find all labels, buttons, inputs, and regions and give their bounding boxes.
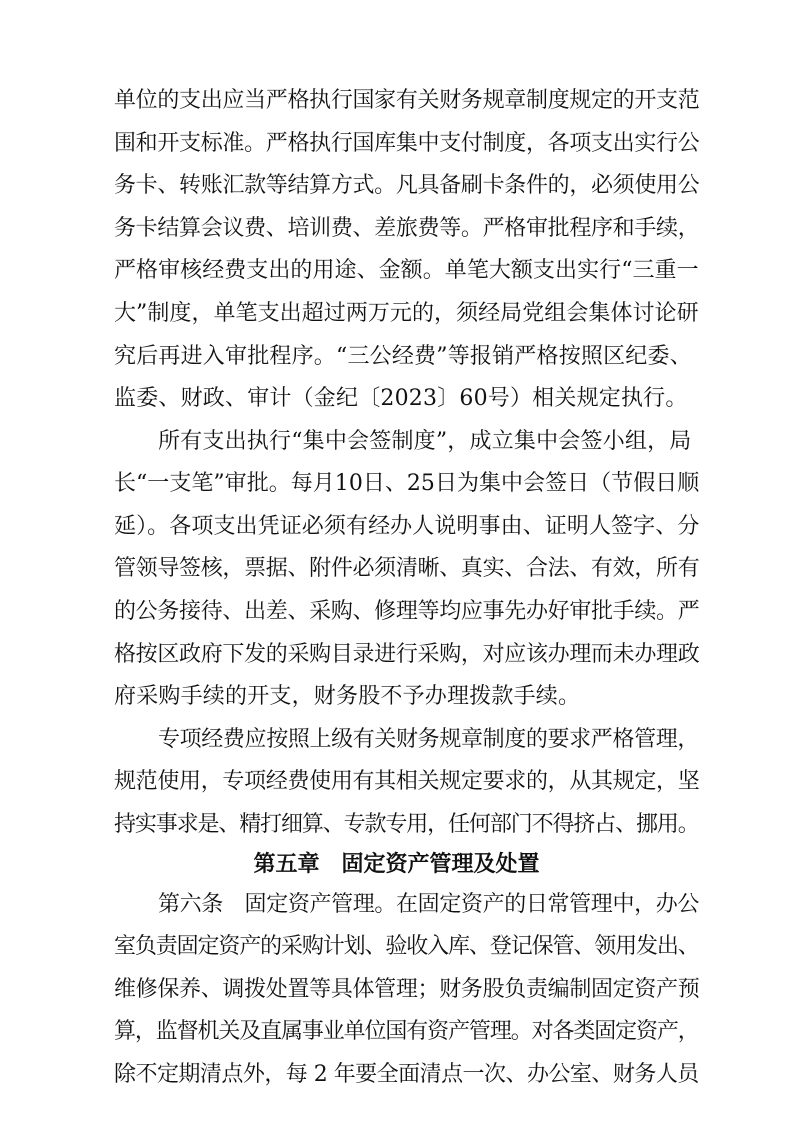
- body-text-line: 大”制度，单笔支出超过两万元的，须经局党组会集体讨论研: [114, 301, 699, 326]
- body-text-line: 规范使用，专项经费使用有其相关规定要求的，从其规定，坚: [114, 769, 700, 794]
- body-text-line: 监委、财政、审计（金纪〔2023〕60号）相关规定执行。: [114, 386, 688, 411]
- chapter-heading: 第五章 固定资产管理及处置: [253, 852, 540, 877]
- body-text-line: 室负责固定资产的采购计划、验收入库、登记保管、领用发出、: [114, 934, 699, 959]
- paragraph-first-line: 第六条 固定资产管理。在固定资产的日常管理中，办公: [158, 892, 700, 917]
- body-text-line: 单位的支出应当严格执行国家有关财务规章制度规定的开支范: [114, 88, 700, 113]
- paragraph-first-line: 所有支出执行“集中会签制度”，成立集中会签小组，局: [158, 429, 692, 454]
- body-text-line: 延）。各项支出凭证必须有经办人说明事由、证明人签字、分: [114, 514, 700, 539]
- body-text-line: 管领导签核，票据、附件必须清晰、真实、合法、有效，所有: [114, 556, 700, 581]
- body-text-line: 格按区政府下发的采购目录进行采购，对应该办理而未办理政: [114, 642, 700, 667]
- body-text-line: 长“一支笔”审批。每月10日、25日为集中会签日（节假日顺: [114, 471, 700, 496]
- body-text-line: 的公务接待、出差、采购、修理等均应事先办好审批手续。严: [114, 599, 700, 624]
- body-text-line: 算，监督机关及直属事业单位国有资产管理。对各类固定资产，: [114, 1019, 699, 1044]
- body-text-line: 持实事求是、精打细算、专款专用，任何部门不得挤占、挪用。: [114, 812, 699, 837]
- body-text-line: 府采购手续的开支，财务股不予办理拨款手续。: [114, 684, 581, 709]
- body-text-line: 务卡、转账汇款等结算方式。凡具备刷卡条件的，必须使用公: [114, 173, 700, 198]
- body-text-line: 除不定期清点外，每 2 年要全面清点一次、办公室、财务人员: [114, 1062, 699, 1087]
- body-text-line: 严格审核经费支出的用途、金额。单笔大额支出实行“三重一: [114, 258, 699, 283]
- body-text-line: 究后再进入审批程序。“三公经费”等报销严格按照区纪委、: [114, 344, 692, 369]
- body-text-line: 围和开支标准。严格执行国库集中支付制度，各项支出实行公: [114, 131, 700, 156]
- body-text-line: 务卡结算会议费、培训费、差旅费等。严格审批程序和手续，: [114, 216, 700, 241]
- body-text-line: 维修保养、调拨处置等具体管理；财务股负责编制固定资产预: [114, 977, 700, 1002]
- paragraph-first-line: 专项经费应按照上级有关财务规章制度的要求严格管理，: [158, 727, 700, 752]
